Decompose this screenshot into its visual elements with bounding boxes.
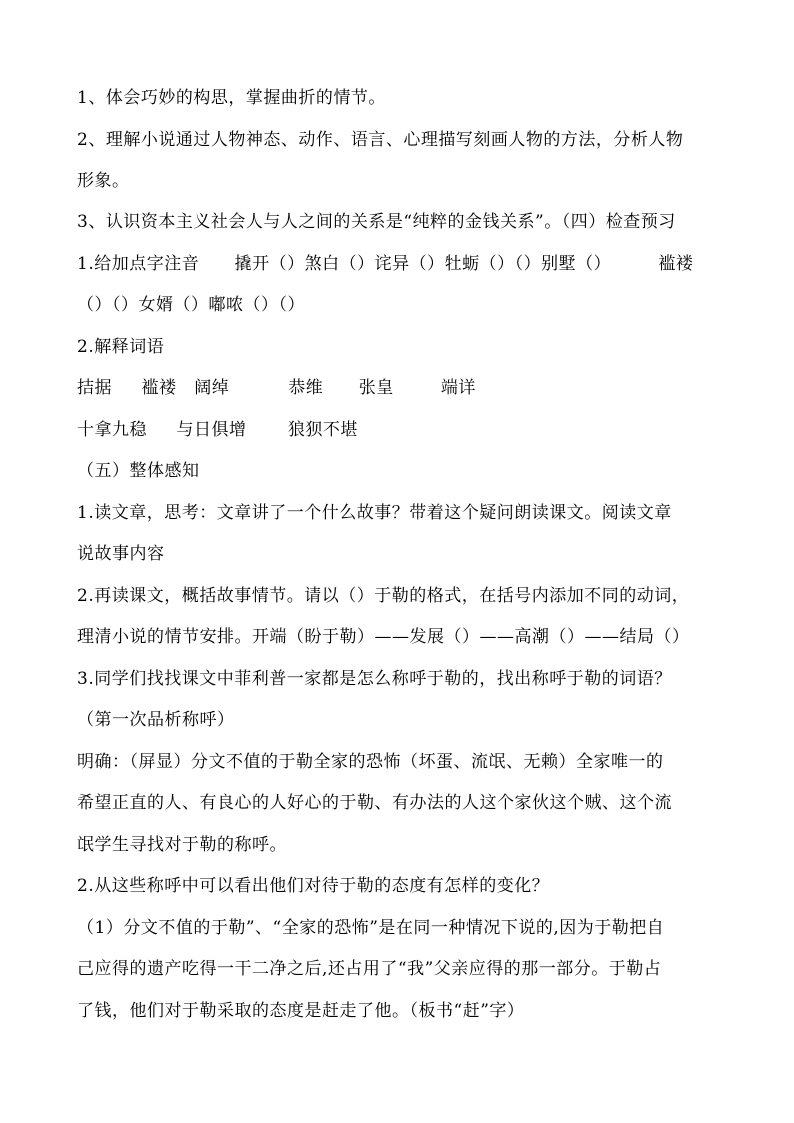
text-line: （第一次品析称呼） xyxy=(77,710,235,730)
text-line: 希望正直的人、有良心的人好心的于勒、有办法的人这个家伙这个贼、这个流 xyxy=(77,793,672,813)
text-line: 1、体会巧妙的构思，掌握曲折的情节。 xyxy=(77,88,386,108)
text-line: 1.给加点字注音 撬开（）煞白（）诧异（）牡蛎（）（）别墅（） 褴褛 xyxy=(77,254,694,274)
text-line: （1）分文不值的于勒”、“全家的恐怖”是在同一种情况下说的,因为于勒把自 xyxy=(77,918,665,938)
text-line: 十拿九稳 与日俱增 狼狈不堪 xyxy=(77,420,358,440)
text-line: （五）整体感知 xyxy=(77,461,200,481)
text-line: 2.从这些称呼中可以看出他们对待于勒的态度有怎样的变化？ xyxy=(77,876,550,896)
text-line: 说故事内容 xyxy=(77,544,165,564)
text-line: 了钱，他们对于勒采取的态度是赶走了他。（板书“赶”字） xyxy=(77,1001,525,1021)
text-line: 3.同学们找找课文中菲利普一家都是怎么称呼于勒的，找出称呼于勒的词语？ xyxy=(77,669,672,689)
text-line: 3、认识资本主义社会人与人之间的关系是“纯粹的金钱关系”。（四）检查预习 xyxy=(77,212,676,232)
text-line: 拮据 褴褛 阔绰 恭维 张皇 端详 xyxy=(77,378,476,398)
text-line: （）（）女婿（）嘟哝（）（） xyxy=(77,295,305,315)
text-line: 1.读文章，思考：文章讲了一个什么故事？带着这个疑问朗读课文。阅读文章 xyxy=(77,503,672,523)
text-line: 形象。 xyxy=(77,171,130,191)
text-line: 氓学生寻找对于勒的称呼。 xyxy=(77,835,287,855)
text-line: 2.解释词语 xyxy=(77,337,165,357)
text-line: 理清小说的情节安排。开端（盼于勒）——发展（）——高潮（）——结局（） xyxy=(77,627,690,647)
text-line: 2、理解小说通过人物神态、动作、语言、心理描写刻画人物的方法，分析人物 xyxy=(77,130,684,150)
text-line: 2.再读课文，概括故事情节。请以（）于勒的格式，在括号内添加不同的动词， xyxy=(77,586,690,606)
text-line: 己应得的遗产吃得一干二净之后,还占用了“我”父亲应得的那一部分。于勒占 xyxy=(77,959,662,979)
text-line: 明确：（屏显）分文不值的于勒全家的恐怖（坏蛋、流氓、无赖）全家唯一的 xyxy=(77,752,664,772)
